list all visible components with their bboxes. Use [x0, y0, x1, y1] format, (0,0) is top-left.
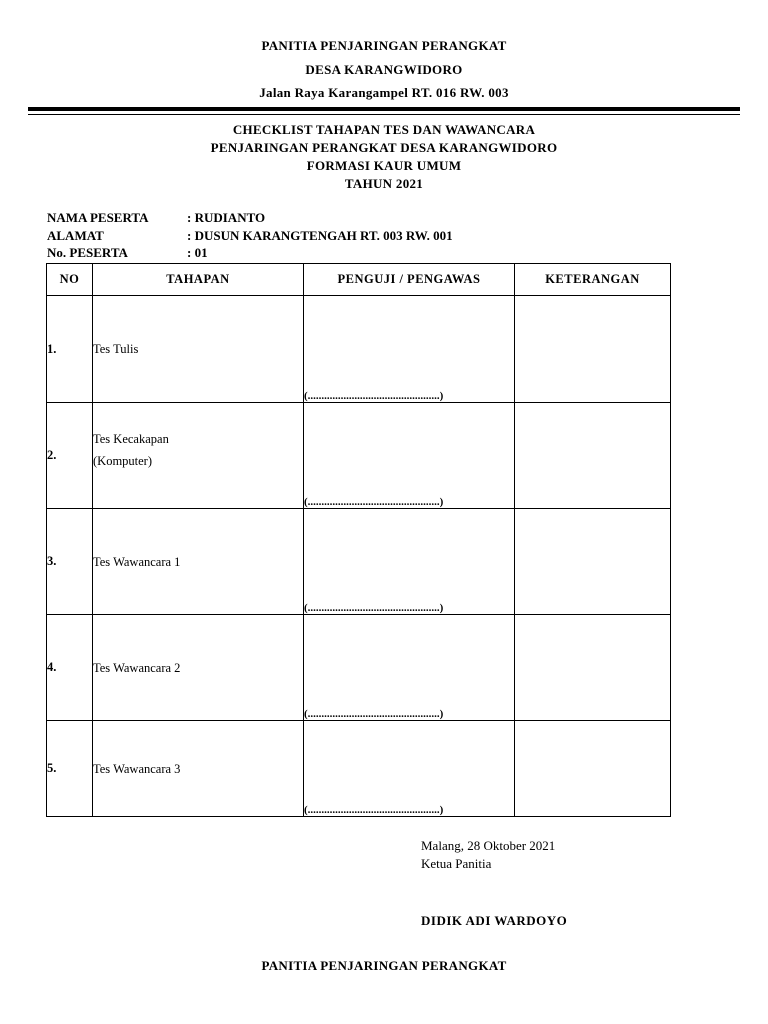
- signature-place-date: Malang, 28 Oktober 2021: [421, 838, 556, 853]
- stage-name: Tes Wawancara 1: [93, 554, 181, 569]
- participant-name-label: NAMA PESERTA: [47, 210, 149, 225]
- row-stage: [93, 403, 304, 509]
- header-examiner: PENGUJI / PENGAWAS: [304, 264, 515, 296]
- header-stage: TAHAPAN: [93, 264, 304, 296]
- row-stage: [93, 615, 304, 721]
- row-remarks: [515, 615, 671, 721]
- row-examiner-signature: (................................................): [304, 296, 515, 403]
- row-number: 5.: [47, 721, 93, 817]
- table-row: [47, 403, 671, 509]
- row-examiner-signature: (................................................): [304, 721, 515, 817]
- row-remarks: [515, 509, 671, 615]
- participant-address-value: : DUSUN KARANGTENGAH RT. 003 RW. 001: [187, 228, 453, 243]
- title-line-4: TAHUN 2021: [344, 176, 424, 191]
- letterhead-address: Jalan Raya Karangampel RT. 016 RW. 003: [259, 85, 509, 100]
- participant-number-label: No. PESERTA: [47, 245, 128, 260]
- title-line-3: FORMASI KAUR UMUM: [306, 158, 462, 173]
- participant-name-row: [47, 210, 265, 226]
- row-examiner-signature: (................................................): [304, 403, 515, 509]
- row-stage: [93, 296, 304, 403]
- title-line-2: PENJARINGAN PERANGKAT DESA KARANGWIDORO: [210, 140, 558, 155]
- checklist-table: [46, 263, 671, 817]
- letterhead-committee: PANITIA PENJARINGAN PERANGKAT: [261, 38, 507, 53]
- table-row: [47, 721, 671, 817]
- row-number: 2.: [47, 403, 93, 509]
- title-line-1: CHECKLIST TAHAPAN TES DAN WAWANCARA: [232, 122, 536, 137]
- stage-name: Tes Kecakapan: [93, 431, 169, 446]
- header-remarks: KETERANGAN: [515, 264, 671, 296]
- participant-number-row: [47, 245, 208, 261]
- row-number: 1.: [47, 296, 93, 403]
- header-no: NO: [47, 264, 93, 296]
- participant-number-value: : 01: [187, 245, 208, 260]
- letterhead-village: DESA KARANGWIDORO: [305, 62, 463, 77]
- table-row: [47, 296, 671, 403]
- table-header-row: [47, 264, 671, 296]
- row-remarks: [515, 296, 671, 403]
- participant-address-row: [47, 228, 453, 244]
- letterhead-divider-thin: [28, 114, 740, 115]
- stage-name: Tes Wawancara 3: [93, 761, 181, 776]
- row-stage: [93, 509, 304, 615]
- row-remarks: [515, 403, 671, 509]
- participant-name-value: : RUDIANTO: [187, 210, 266, 225]
- footer-committee: PANITIA PENJARINGAN PERANGKAT: [261, 958, 507, 973]
- letterhead-divider-thick: [28, 107, 740, 111]
- row-number: 3.: [47, 509, 93, 615]
- row-remarks: [515, 721, 671, 817]
- table-row: [47, 615, 671, 721]
- row-examiner-signature: (................................................): [304, 615, 515, 721]
- stage-subname: (Komputer): [93, 453, 153, 468]
- row-examiner-signature: (................................................): [304, 509, 515, 615]
- signature-name: DIDIK ADI WARDOYO: [421, 913, 568, 928]
- participant-address-label: ALAMAT: [47, 228, 104, 243]
- row-stage: [93, 721, 304, 817]
- row-number: 4.: [47, 615, 93, 721]
- table-row: [47, 509, 671, 615]
- stage-name: Tes Tulis: [93, 342, 139, 356]
- signature-role: Ketua Panitia: [421, 856, 492, 871]
- stage-name: Tes Wawancara 2: [93, 660, 181, 675]
